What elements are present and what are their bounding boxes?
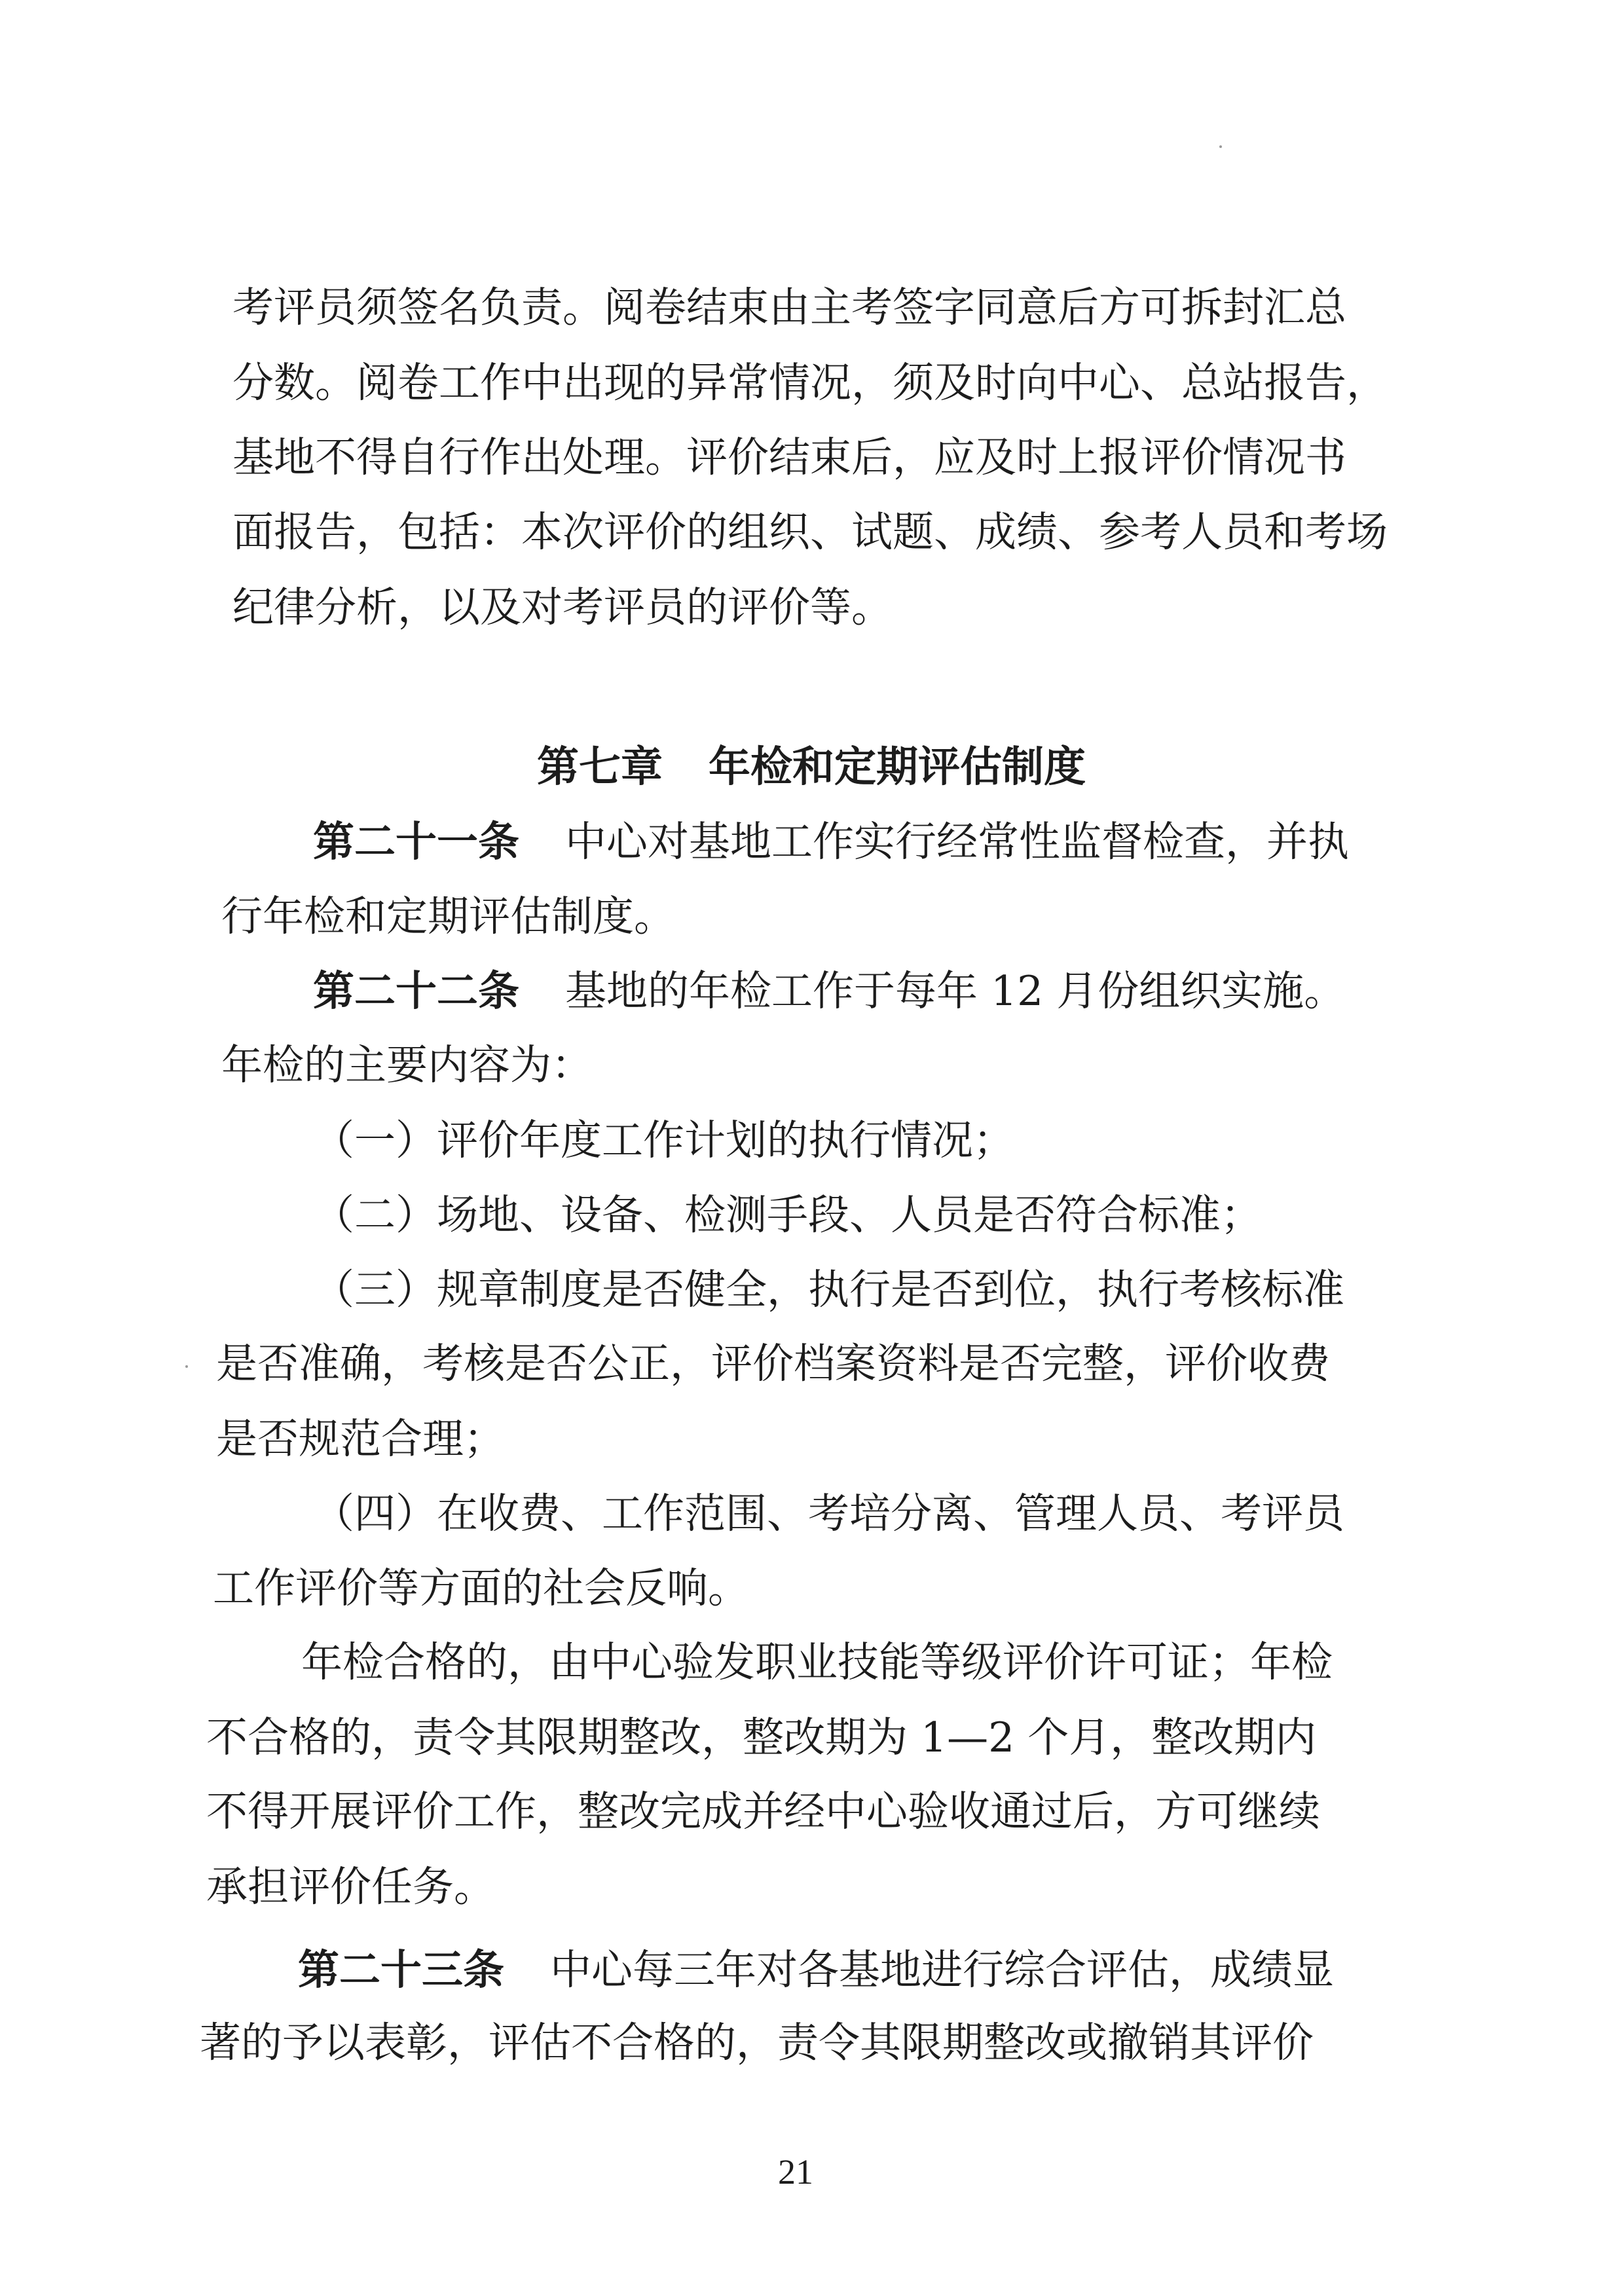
text-line: 不得开展评价工作，整改完成并经中心验收通过后，方可继续 [206, 1788, 1320, 1835]
chapter-title: 年检和定期评估制度 [709, 743, 1086, 792]
list-item: （二）场地、设备、检测手段、人员是否符合标准； [313, 1191, 1262, 1239]
article-text: 基地的年检工作于每年 12 月份组织实施。 [565, 967, 1346, 1015]
text-line: 不合格的，责令其限期整改，整改期为 1—2 个月，整改期内 [206, 1714, 1317, 1761]
chapter-heading [537, 741, 1086, 794]
text-line: 年检合格的，由中心验发职业技能等级评价许可证；年检 [301, 1638, 1333, 1686]
text-line: 是否规范合理； [216, 1415, 505, 1463]
article-label: 第二十二条 [313, 966, 519, 1015]
scan-speck [185, 1365, 188, 1368]
text-line: 纪律分析，以及对考评员的评价等。 [232, 583, 893, 631]
text-line: 承担评价任务。 [206, 1863, 495, 1911]
article-text: 中心对基地工作实行经常性监督检查，并执 [565, 818, 1349, 866]
page-number: 21 [778, 2152, 813, 2192]
chapter-number: 第七章 [537, 743, 663, 792]
list-item: （四）在收费、工作范围、考培分离、管理人员、考评员 [313, 1490, 1344, 1537]
list-item: （一）评价年度工作计划的执行情况； [313, 1116, 1014, 1164]
list-item: （三）规章制度是否健全，执行是否到位，执行考核标准 [313, 1266, 1344, 1313]
scan-speck [1219, 145, 1222, 148]
text-line: 基地不得自行作出处理。评价结束后，应及时上报评价情况书 [232, 433, 1346, 481]
article-line [313, 815, 1349, 868]
article-line [313, 964, 1345, 1017]
text-line: 年检的主要内容为： [221, 1041, 593, 1089]
text-line: 著的予以表彰，评估不合格的，责令其限期整改或撤销其评价 [200, 2019, 1314, 2066]
article-line [298, 1943, 1334, 1996]
text-line: 是否准确，考核是否公正，评价档案资料是否完整，评价收费 [216, 1340, 1330, 1387]
article-label: 第二十三条 [298, 1945, 504, 1994]
text-line: 工作评价等方面的社会反响。 [213, 1564, 749, 1612]
article-text: 中心每三年对各基地进行综合评估，成绩显 [550, 1946, 1334, 1994]
text-line: 行年检和定期评估制度。 [221, 892, 675, 940]
text-line: 考评员须签名负责。阅卷结束由主考签字同意后方可拆封汇总 [232, 284, 1346, 331]
article-label: 第二十一条 [313, 817, 519, 866]
text-line: 分数。阅卷工作中出现的异常情况，须及时向中心、总站报告， [232, 359, 1388, 407]
text-line: 面报告，包括：本次评价的组织、试题、成绩、参考人员和考场 [232, 508, 1388, 556]
